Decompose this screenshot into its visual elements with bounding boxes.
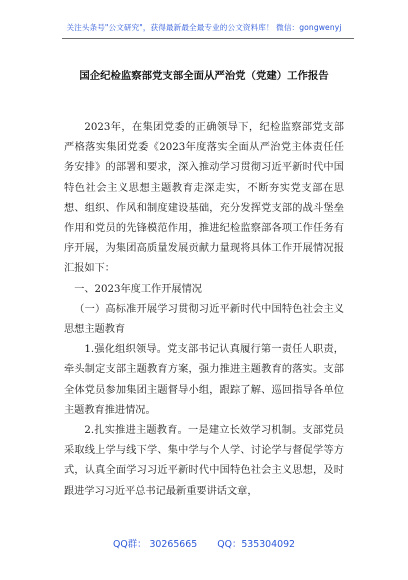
qq-number: QQ：535304092 bbox=[217, 539, 296, 550]
section-heading: 一、2023年度工作开展情况 bbox=[74, 283, 202, 295]
document-body bbox=[64, 118, 344, 502]
document-title: 国企纪检监察部党支部全面从严治党（党建）工作报告 bbox=[79, 70, 329, 82]
body-paragraph: 1.强化组织领导。党支部书记认真履行第一责任人职责，牵头制定支部主题教育方案，强力推进主题教育的落实。支部全体党员参加集团主题督导小组，跟踪了解、巡回指导各单位主题教育推进情况。 bbox=[64, 344, 344, 416]
subsection-heading: （一）高标准开展学习贯彻习近平新时代中国特色社会主义思想主题教育 bbox=[64, 303, 344, 336]
body-paragraph: 2.扎实推进主题教育。一是建立长效学习机制。支部党员采取线上学与线下学、集中学与个人学、讨论学与督促学等方式，认真全面学习习近平新时代中国特色社会主义思想，及时跟进学习习近平总书记最新重要讲话文章， bbox=[64, 425, 344, 497]
qq-group-number: QQ群： 30265665 bbox=[112, 539, 198, 550]
intro-paragraph: 2023年，在集团党委的正确领导下，纪检监察部党支部严格落实集团党委《2023年度落实全面从严治党主体责任任务安排》的部署和要求，深入推动学习贯彻习近平新时代中国特色社会主义思想主题教育走深走实，不断夯实党支部在思想、组织、作风和制度建设基础，充分发挥党支部的战斗堡垒作用和党员的先锋模范作用，推进纪检监察部各项工作任务有序开展，为集团高质量发展贡献力量现将具体工作开展情况报汇报如下： bbox=[64, 122, 344, 275]
promo-header: 关注头条号"公文研究"，获得最新最全最专业的公文资料库！ 微信：gongwenyj bbox=[66, 23, 342, 32]
footer-contact bbox=[0, 536, 408, 550]
header-divider bbox=[62, 38, 354, 39]
